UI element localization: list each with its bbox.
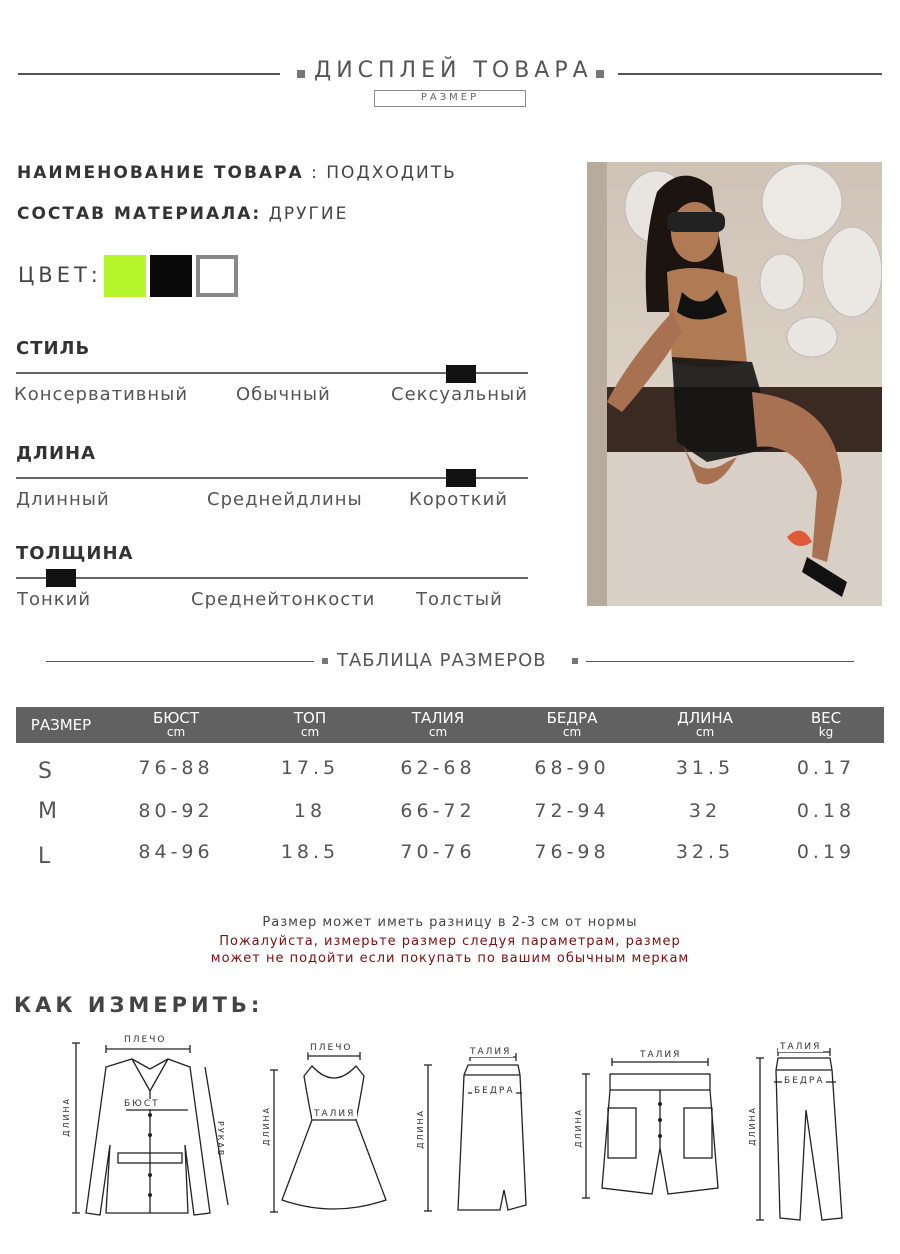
- col-header-top-label: ТОП: [293, 709, 327, 727]
- col-header-length-label: ДЛИНА: [677, 709, 733, 727]
- col-header-waist-unit: cm: [428, 725, 448, 739]
- skirt-waist-label: ТАЛИЯ: [470, 1047, 512, 1057]
- trousers-diagram: [748, 1040, 858, 1222]
- skirt-length-label: ДЛИНА: [416, 1109, 425, 1149]
- shorts-length-label: ДЛИНА: [574, 1108, 583, 1148]
- table-cell: 32: [688, 800, 722, 822]
- dress-outline-icon: [260, 1040, 400, 1215]
- color-swatch-white[interactable]: [196, 255, 238, 297]
- table-cell: 0.18: [796, 800, 856, 822]
- table-cell: 70-76: [400, 841, 476, 863]
- dress-waist-label: ТАЛИЯ: [314, 1109, 356, 1119]
- trousers-outline-icon: [748, 1040, 858, 1222]
- page-subtitle: РАЗМЕР: [374, 90, 526, 107]
- shorts-outline-icon: [572, 1048, 742, 1203]
- product-name-value: ПОДХОДИТЬ: [326, 163, 457, 183]
- col-header-bust-unit: cm: [166, 725, 186, 739]
- table-header-line-left: [46, 661, 314, 662]
- col-header-weight-label: ВЕС: [810, 709, 842, 727]
- col-header-waist-label: ТАЛИЯ: [411, 709, 465, 727]
- length-option-long: Длинный: [16, 489, 110, 510]
- material-value: ДРУГИЕ: [261, 204, 349, 224]
- table-cell: 0.19: [796, 841, 856, 863]
- table-cell: 62-68: [400, 757, 476, 779]
- thickness-selected-marker: [46, 569, 76, 587]
- table-row: [16, 829, 884, 875]
- trousers-waist-label: ТАЛИЯ: [780, 1042, 822, 1052]
- jacket-sleeve-label: РУКАВ: [216, 1121, 225, 1158]
- skirt-hips-label: БЕДРА: [474, 1086, 515, 1096]
- table-cell: 31.5: [675, 757, 735, 779]
- col-header-weight-unit: kg: [818, 725, 834, 739]
- trousers-hips-label: БЕДРА: [784, 1076, 825, 1086]
- table-cell: 32.5: [675, 841, 735, 863]
- col-header-hips-unit: cm: [562, 725, 582, 739]
- thickness-scale-line: [16, 577, 528, 579]
- table-cell: 80-92: [138, 800, 214, 822]
- measure-warning-line2: может не подойти если покупать по вашим обычным меркам: [210, 951, 690, 966]
- jacket-shoulder-label: ПЛЕЧО: [124, 1035, 167, 1045]
- col-header-bust: [106, 707, 246, 743]
- length-option-short: Короткий: [409, 489, 508, 510]
- size-tolerance-note: Размер может иметь разницу в 2-3 см от нормы: [262, 915, 638, 930]
- table-cell: M: [38, 798, 57, 824]
- col-header-top-unit: cm: [300, 725, 320, 739]
- shorts-diagram: [572, 1048, 742, 1203]
- header-line-left: [18, 73, 280, 75]
- col-header-waist: [374, 707, 502, 743]
- col-header-hips-label: БЕДРА: [546, 709, 598, 727]
- skirt-outline-icon: [412, 1045, 532, 1215]
- shorts-waist-label: ТАЛИЯ: [640, 1050, 682, 1060]
- table-row: [16, 793, 884, 829]
- table-header-line-right: [586, 661, 854, 662]
- table-header-square-right: [572, 658, 578, 664]
- product-photo: [587, 162, 882, 606]
- size-table-title: ТАБЛИЦА РАЗМЕРОВ: [337, 650, 547, 671]
- product-name-sep: :: [303, 163, 327, 183]
- col-header-size-label: РАЗМЕР: [30, 716, 92, 734]
- table-header-square-left: [322, 658, 328, 664]
- table-cell: 68-90: [534, 757, 610, 779]
- length-title: ДЛИНА: [16, 443, 97, 464]
- style-title: СТИЛЬ: [16, 338, 91, 359]
- jacket-diagram: [60, 1035, 240, 1220]
- measure-warning-line1: Пожалуйста, измерьте размер следуя параметрам, размер: [219, 934, 681, 949]
- length-selected-marker: [446, 469, 476, 487]
- style-option-sexy: Сексуальный: [391, 384, 528, 405]
- col-header-top: [246, 707, 374, 743]
- col-header-weight: [768, 707, 884, 743]
- col-header-size: [16, 707, 106, 743]
- product-name-label: НАИМЕНОВАНИЕ ТОВАРА: [17, 163, 304, 183]
- page-title: ДИСПЛЕЙ ТОВАРА: [314, 58, 593, 83]
- table-cell: 84-96: [138, 841, 214, 863]
- table-cell: 0.17: [796, 757, 856, 779]
- table-cell: S: [38, 758, 52, 784]
- col-header-length-unit: cm: [695, 725, 715, 739]
- table-row: [16, 743, 884, 793]
- how-to-measure-title: КАК ИЗМЕРИТЬ:: [14, 993, 264, 1017]
- product-name-row: [17, 163, 457, 183]
- table-cell: 66-72: [400, 800, 476, 822]
- trousers-length-label: ДЛИНА: [748, 1106, 757, 1146]
- table-cell: 72-94: [534, 800, 610, 822]
- color-swatch-black[interactable]: [150, 255, 192, 297]
- length-option-medium: Среднейдлины: [207, 489, 363, 510]
- color-label: ЦВЕТ:: [18, 263, 102, 287]
- product-photo-illustration: [587, 162, 882, 606]
- table-cell: 18.5: [280, 841, 340, 863]
- table-cell: 76-98: [534, 841, 610, 863]
- dress-diagram: [260, 1040, 400, 1215]
- style-option-casual: Обычный: [236, 384, 331, 405]
- material-row: [17, 204, 348, 224]
- table-cell: 76-88: [138, 757, 214, 779]
- header-square-right: [596, 70, 604, 78]
- header-square-left: [297, 70, 305, 78]
- thickness-option-thick: Толстый: [416, 589, 503, 610]
- skirt-diagram: [412, 1045, 532, 1215]
- thickness-title: ТОЛЩИНА: [16, 543, 134, 564]
- col-header-length: [642, 707, 768, 743]
- jacket-length-label: ДЛИНА: [62, 1097, 71, 1137]
- dress-length-label: ДЛИНА: [262, 1106, 271, 1146]
- jacket-outline-icon: [60, 1035, 240, 1220]
- table-cell: L: [38, 843, 51, 869]
- dress-shoulder-label: ПЛЕЧО: [310, 1043, 353, 1053]
- size-table-header-row: [16, 707, 884, 743]
- header-line-right: [618, 73, 882, 75]
- table-cell: 18: [293, 800, 327, 822]
- thickness-option-thin: Тонкий: [17, 589, 92, 610]
- size-table: [16, 707, 884, 875]
- color-swatch-green[interactable]: [104, 255, 146, 297]
- material-label: СОСТАВ МАТЕРИАЛА:: [17, 204, 262, 224]
- col-header-hips: [502, 707, 642, 743]
- thickness-option-medium: Среднейтонкости: [191, 589, 376, 610]
- col-header-bust-label: БЮСТ: [152, 709, 200, 727]
- table-cell: 17.5: [280, 757, 340, 779]
- style-option-conservative: Консервативный: [14, 384, 189, 405]
- jacket-bust-label: БЮСТ: [124, 1099, 160, 1109]
- style-selected-marker: [446, 365, 476, 383]
